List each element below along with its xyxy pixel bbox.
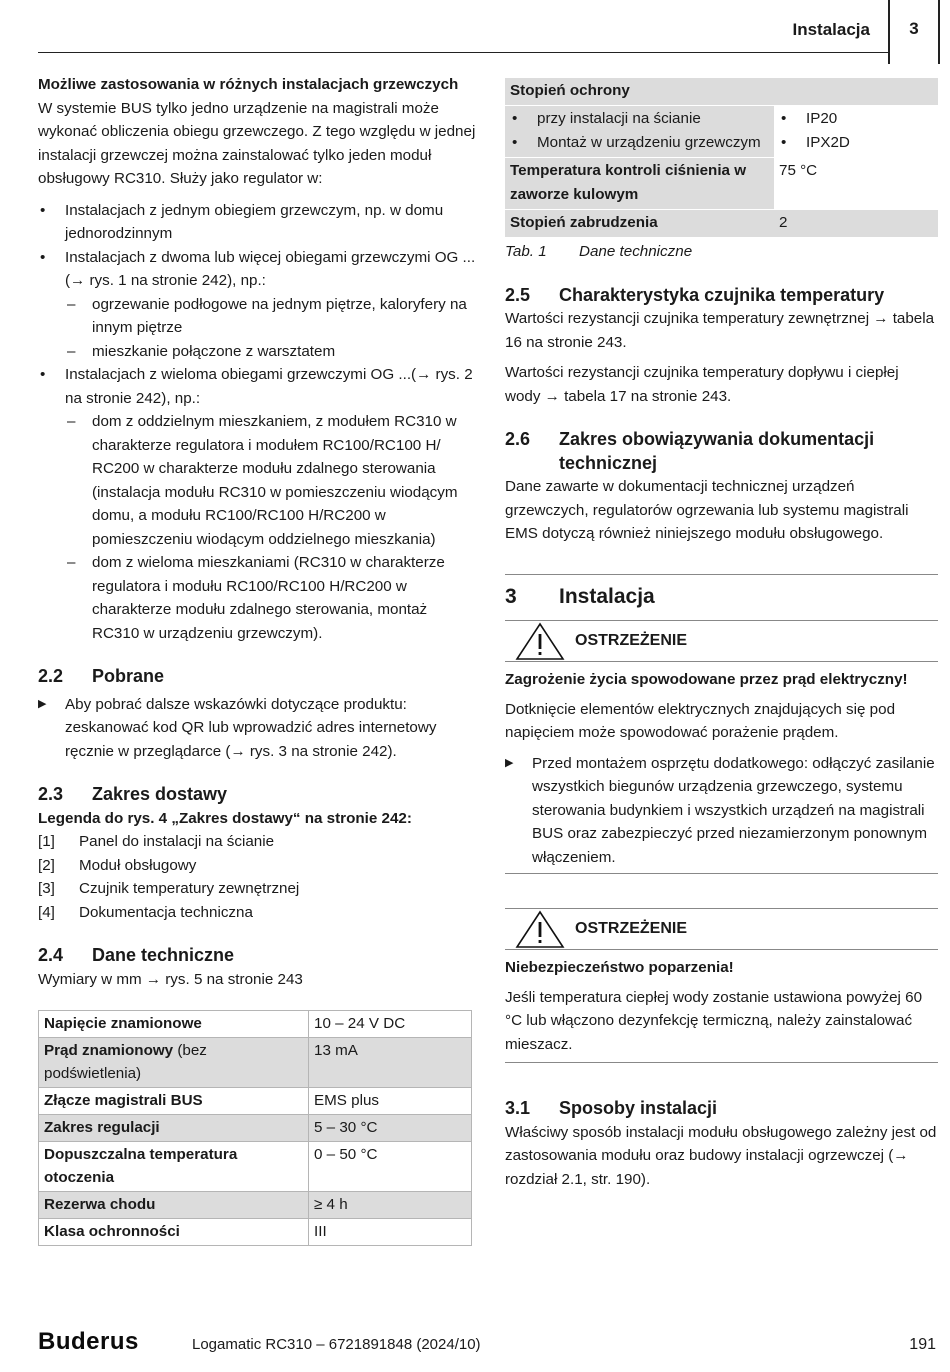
buderus-logo: Buderus: [38, 1328, 139, 1355]
application-list: [38, 199, 478, 646]
warning-text: Dotknięcie elementów elektrycznych znajdujących się pod napięciem może spowodować porażenie prądem.: [505, 700, 896, 741]
legend-item: [3] Czujnik temperatury zewnętrznej: [38, 880, 300, 897]
paragraph: Dane zawarte w dokumentacji technicznej urządzeń grzewczych, regulatorów ogrzewania lub systemu magistrali EMS dotyczą również niniejszego modułu obsługowego.: [505, 478, 909, 542]
warning-text: Jeśli temperatura ciepłej wody zostanie ustawiona powyżej 60 °C lub włączono dezynfekcję termiczną, należy zainstalować mieszacz.: [505, 988, 923, 1053]
dimensions-note: Wymiary w mm → rys. 5 na stronie 243: [38, 970, 303, 988]
header-rule: [38, 52, 888, 53]
footer-document-id: Logamatic RC310 – 6721891848 (2024/10): [192, 1336, 481, 1353]
page-number: 191: [909, 1336, 936, 1353]
intro-text: W systemie BUS tylko jedno urządzenie na magistrali może wykonać obliczenia obiegu grzewczego. Z tego względu w jednej instalacji grzewczej można zainstalować tylko jeden moduł obsługowy RC310. Służy jako regulator w:: [38, 99, 476, 187]
warning-step: ▶ Przed montażem osprzętu dodatkowego: odłączyć zasilanie wszystkich biegunów urządzenia grzewczego, systemu sterowania budynkiem i wszystkich urządzeń na magistrali BUS oraz zabezpieczyć przed niezamierzonym ponownym włączeniem.: [505, 752, 938, 870]
legend-title: Legenda do rys. 4 „Zakres dostawy“ na stronie 242:: [38, 809, 412, 827]
download-step: ▶ Aby pobrać dalsze wskazówki dotyczące produktu: zeskanować kod QR lub wprowadzić adres internetowy ręcznie w przeglądarce (→ rys. 3 na stronie 242).: [38, 693, 478, 764]
table-row: Napięcie znamionowe 10 – 24 V DC: [39, 1011, 472, 1038]
paragraph: Właściwy sposób instalacji modułu obsługowego zależny jest od zastosowania modułu oraz budowy instalacji ogrzewczej (→ rozdział 2.1, str. 190).: [505, 1123, 937, 1188]
list-item: • Instalacjach z dwoma lub więcej obiegami grzewczymi OG ...(→ rys. 1 na stronie 242), np.: – ogrzewanie podłogowe na jednym piętrze, kaloryfery na innym piętrze – mieszkanie połączone z warsztatem: [38, 246, 478, 364]
list-item: • przy instalacji na ścianie: [512, 110, 701, 127]
section-heading-2-2: 2.2 Pobrane: [38, 666, 165, 686]
list-item: • Instalacjach z wieloma obiegami grzewczymi OG ...(→ rys. 2 na stronie 242), np.: – dom z oddzielnym mieszkaniem, z modułem RC310 w charakterze regulatora i modułem RC100/RC100 H/ RC200 w charakterze modułu zdalnego sterowania (instalacja modułu RC310 w pomieszczeniu wiodącym domu, a modułu RC100/RC100 H/RC200 w pomieszczeniu wiodącym oddzielnego mieszkania) – dom z wieloma mieszkaniami (RC310 w charakterze regulatora i modułu RC100/RC100 H/RC200 w charakterze modułu zdalnego sterowania, montaż RC310 w urządzeniu grzewczym).: [38, 363, 478, 645]
intro-heading: Możliwe zastosowania w różnych instalacjach grzewczych: [38, 76, 459, 93]
list-item: • Montaż w urządzeniu grzewczym: [512, 134, 761, 151]
technical-data-table: [38, 1010, 472, 1246]
table-row: Rezerwa chodu ≥ 4 h: [39, 1192, 472, 1219]
running-header-title: Instalacja: [792, 20, 870, 39]
legend-item: [2] Moduł obsługowy: [38, 856, 197, 874]
table-row: Klasa ochronności III: [39, 1219, 472, 1246]
technical-data-table-continued: [505, 78, 938, 238]
table-row: Prąd znamionowy (bez podświetlenia) 13 mA: [39, 1038, 472, 1088]
table-row: Dopuszczalna temperatura otoczenia 0 – 50 °C: [39, 1142, 472, 1192]
warning-triangle-icon: [505, 909, 575, 949]
table-row: Stopień zabrudzenia 2: [505, 210, 938, 238]
table-caption: Tab. 1 Dane techniczne: [505, 243, 693, 260]
paragraph: Wartości rezystancji czujnika temperatury zewnętrznej → tabela 16 na stronie 243.: [505, 310, 935, 351]
list-item: – dom z oddzielnym mieszkaniem, z modułem RC310 w charakterze regulatora i modułem RC100/RC100 H/ RC200 w charakterze modułu zdalnego sterowania (instalacja modułu RC310 w pomieszczeniu wiodącym domu, a modułu RC100/RC100 H/RC200 w pomieszczeniu wiodącym oddzielnego mieszkania): [65, 410, 478, 551]
list-item: – ogrzewanie podłogowe na jednym piętrze, kaloryfery na innym piętrze: [65, 293, 478, 340]
warning-box-burn: [505, 908, 938, 1063]
list-item: – mieszkanie połączone z warsztatem: [65, 340, 478, 364]
table-row: • przy instalacji na ścianie • Montaż w urządzeniu grzewczym • IP20 • IPX2D: [505, 106, 938, 158]
legend-item: [4] Dokumentacja techniczna: [38, 903, 253, 921]
table-row: Temperatura kontroli ciśnienia w zaworze kulowym 75 °C: [505, 158, 938, 210]
delivery-legend: [38, 830, 478, 924]
paragraph: Wartości rezystancji czujnika temperatury dopływu i ciepłej wody → tabela 17 na stronie 243.: [505, 364, 899, 405]
section-heading-3-1: 3.1 Sposoby instalacji: [505, 1098, 718, 1118]
warning-headline: Niebezpieczeństwo poparzenia!: [505, 959, 734, 976]
list-item: – dom z wieloma mieszkaniami (RC310 w charakterze regulatora i modułu RC100/RC100 H/RC200 w charakterze modułu zdalnego sterowania, montaż RC310 w urządzeniu grzewczym).: [65, 551, 478, 645]
section-heading-2-3: 2.3 Zakres dostawy: [38, 784, 228, 804]
list-item: • Instalacjach z jednym obiegiem grzewczym, np. w domu jednorodzinnym: [38, 199, 478, 246]
chapter-number-tab: 3: [888, 0, 940, 64]
table-row: Stopień ochrony: [505, 78, 938, 106]
section-heading-2-6: 2.6 Zakres obowiązywania dokumentacji technicznej: [505, 429, 875, 473]
table-row: Zakres regulacji 5 – 30 °C: [39, 1115, 472, 1142]
section-rule: [505, 574, 938, 575]
table-row: Złącze magistrali BUS EMS plus: [39, 1088, 472, 1115]
warning-label: OSTRZEŻENIE: [575, 920, 688, 938]
legend-item: [1] Panel do instalacji na ścianie: [38, 833, 275, 850]
right-column: [505, 78, 938, 1191]
section-heading-2-4: 2.4 Dane techniczne: [38, 945, 235, 965]
warning-label: OSTRZEŻENIE: [575, 632, 688, 650]
warning-triangle-icon: [505, 621, 575, 661]
warning-box-electric: [505, 620, 938, 874]
chapter-heading-3: 3 Instalacja: [505, 584, 655, 608]
warning-headline: Zagrożenie życia spowodowane przez prąd elektryczny!: [505, 671, 908, 688]
section-heading-2-5: 2.5 Charakterystyka czujnika temperatury: [505, 284, 885, 305]
left-column: [38, 73, 478, 1246]
